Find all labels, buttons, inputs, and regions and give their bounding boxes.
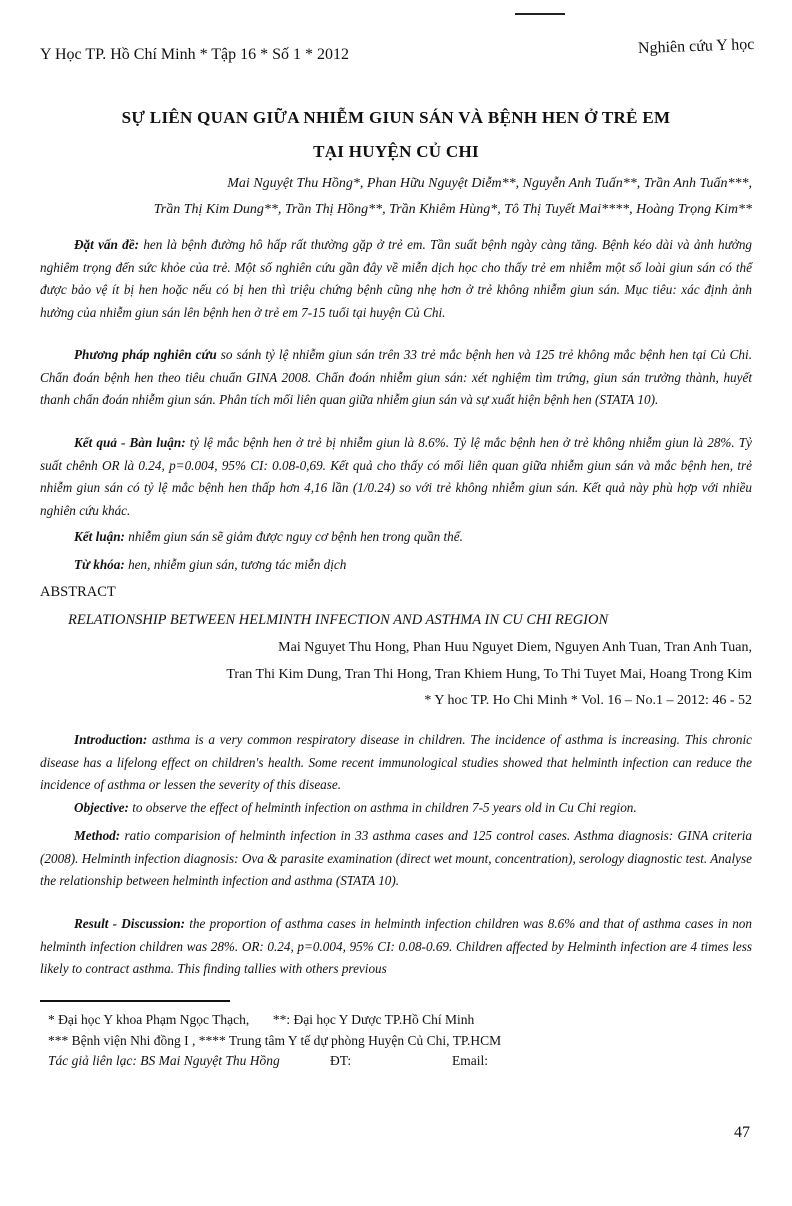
abstract-en-objective xyxy=(40,797,752,820)
footnote-2: *** Bệnh viện Nhi đồng I , **** Trung tâm Y tế dự phòng Huyện Củ Chi, TP.HCM xyxy=(48,1033,502,1048)
label: Từ khóa: xyxy=(74,557,125,572)
footnote-rule xyxy=(40,1000,230,1002)
citation: * Y hoc TP. Ho Chi Minh * Vol. 16 – No.1 – 2012: 46 - 52 xyxy=(424,693,752,708)
label: Kết luận: xyxy=(74,529,125,544)
authors-en-line-2: Tran Thi Kim Dung, Tran Thi Hong, Tran Khiem Hung, To Thi Tuyet Mai, Hoang Trong Kim xyxy=(226,667,752,682)
top-rule xyxy=(515,13,565,15)
authors-en-line-1: Mai Nguyet Thu Hong, Phan Huu Nguyet Diem, Nguyen Anh Tuan, Tran Anh Tuan, xyxy=(278,640,752,655)
text: hen là bệnh đường hô hấp rất thường gặp ở trẻ em. Tần suất bệnh ngày càng tăng. Bệnh kéo dài và ảnh hưởng nghiêm trọng đến sức khỏe của trẻ. Một số nghiên cứu gần đây về miễn dịch học cho thấy trẻ em nhiễm một số loài giun sán có thể được bảo vệ ít bị hen hoặc nếu có bị hen thì triệu chứng bệnh cũng nhẹ hơn ở trẻ không nhiễm giun sán. Mục tiêu: xác định ảnh hưởng của nhiễm giun sán lên bệnh hen ở trẻ em 7-15 tuổi tại huyện Củ Chi. xyxy=(40,237,753,320)
abstract-vi-background xyxy=(40,234,752,324)
title-line-1: SỰ LIÊN QUAN GIỮA NHIỄM GIUN SÁN VÀ BỆNH HEN Ở TRẺ EM xyxy=(121,108,671,127)
label: Result - Discussion: xyxy=(74,916,186,931)
english-title: RELATIONSHIP BETWEEN HELMINTH INFECTION AND ASTHMA IN CU CHI REGION xyxy=(68,612,609,628)
label: Phương pháp nghiên cứu xyxy=(74,347,217,362)
abstract-en-introduction xyxy=(40,729,752,797)
label: Method: xyxy=(74,828,121,843)
text: hen, nhiễm giun sán, tương tác miễn dịch xyxy=(124,557,347,572)
text: ratio comparision of helminth infection in 33 asthma cases and 125 control cases. Asthma diagnosis: GINA criteria (2008). Helminth infection diagnosis: Ova & parasite examination (direct wet mount, concentration), serology diagnostic test. Analyse the relationship between helminth infection and asthma (STATA 10). xyxy=(40,828,752,888)
label: Objective: xyxy=(74,800,129,815)
footnote-contact: Tác giả liên lạc: BS Mai Nguyệt Thu Hồng xyxy=(48,1053,280,1068)
text: tỷ lệ mắc bệnh hen ở trẻ bị nhiễm giun là 8.6%. Tỷ lệ mắc bệnh hen ở trẻ không nhiễm giun là 28%. Tỷ suất chênh OR là 0.24, p=0.004, 95% CI: 0.08-0,69. Kết quả cho thấy có mối liên quan giữa nhiễm giun sán và mắc bệnh hen, trẻ nhiễm giun sán có tỷ lệ mắc bệnh hen thấp hơn 4,16 lần (1/0.24) so với trẻ không nhiễm giun sán. Kết quả này phù hợp với nhiều nghiên cứu khác. xyxy=(40,435,752,518)
authors-vi-line-2: Trần Thị Kim Dung**, Trần Thị Hồng**, Trần Khiêm Hùng*, Tô Thị Tuyết Mai****, Hoàng Trọng Kim** xyxy=(153,202,752,217)
label: Introduction: xyxy=(74,732,148,747)
abstract-en-result xyxy=(40,913,752,981)
page-number: 47 xyxy=(734,1124,750,1141)
text: to observe the effect of helminth infection on asthma in children 7-5 years old in Cu Chi region. xyxy=(128,800,637,815)
section-header: Nghiên cứu Y học xyxy=(637,35,755,58)
text: the proportion of asthma cases in helminth infection children was 8.6% and that of asthma cases in non helminth infection children was 28%. OR: 0.24, p=0.004, 95% CI: 0.08-0.69. Children affected by Helminth infection are 4 times less likely to contract asthma. This finding tallies with others previous xyxy=(40,916,752,976)
text: so sánh tỷ lệ nhiễm giun sán trên 33 trẻ mắc bệnh hen và 125 trẻ không mắc bệnh hen tại Củ Chi. Chẩn đoán bệnh hen theo tiêu chuẩn GINA 2008. Chẩn đoán nhiễm giun sán: xét nghiệm tìm trứng, giun sán trưởng thành, huyết thanh chẩn đoán nhiễm giun sán. Phân tích mối liên quan giữa nhiễm giun sán và sự xuất hiện bệnh hen (STATA 10). xyxy=(40,347,752,407)
abstract-vi-methods xyxy=(40,344,752,412)
abstract-heading: ABSTRACT xyxy=(40,584,116,600)
journal-header: Y Học TP. Hồ Chí Minh * Tập 16 * Số 1 * 2012 xyxy=(40,46,350,63)
title-line-2: TẠI HUYỆN CỦ CHI xyxy=(313,142,479,161)
abstract-vi-results xyxy=(40,432,752,522)
abstract-vi-conclusion xyxy=(40,526,752,549)
footnote-phone: ĐT: xyxy=(330,1053,352,1068)
footnote-email: Email: xyxy=(452,1053,488,1068)
label: Kết quả - Bàn luận: xyxy=(74,435,186,450)
text: nhiễm giun sán sẽ giảm được nguy cơ bệnh hen trong quần thể. xyxy=(124,529,463,544)
abstract-en-method xyxy=(40,825,752,893)
authors-vi-line-1: Mai Nguyệt Thu Hồng*, Phan Hữu Nguyệt Diễm**, Nguyễn Anh Tuấn**, Trần Anh Tuấn***, xyxy=(227,176,752,191)
text: asthma is a very common respiratory disease in children. The incidence of asthma is increasing. This chronic disease has a lifelong effect on children's health. Some recent immunological studies showed that helminth infection can reduce the incidence of asthma or lessen the severity of this disease. xyxy=(40,732,752,792)
label: Đặt vấn đề: xyxy=(74,237,140,252)
footnote-1: * Đại học Y khoa Phạm Ngọc Thạch, **: Đại học Y Dược TP.Hồ Chí Minh xyxy=(48,1012,475,1027)
abstract-vi-keywords xyxy=(40,554,752,577)
